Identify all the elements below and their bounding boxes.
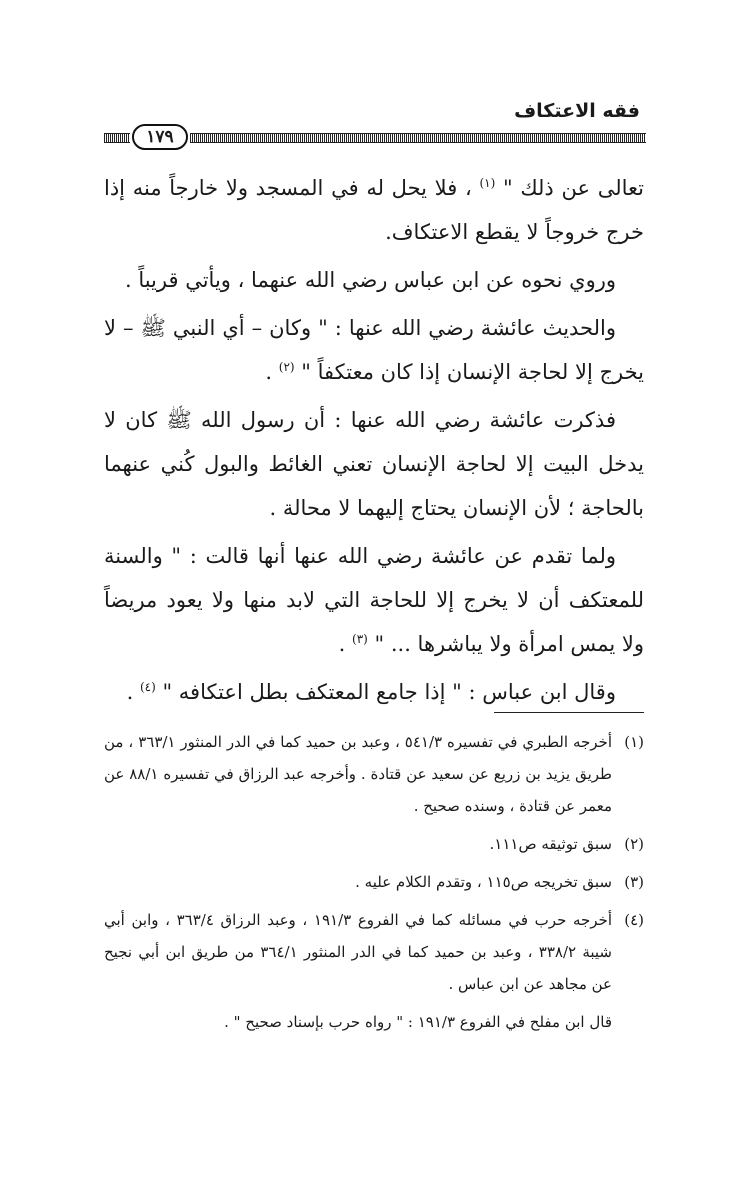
paragraph-6-text: وقال ابن عباس : " إذا جامع المعتكف بطل اعتكافه " [162, 680, 616, 704]
footnote-2 [104, 828, 644, 860]
page-number-text: ١٧٩ [146, 127, 174, 147]
footnote-1-number: (١) [624, 733, 644, 751]
footnote-3-number: (٣) [624, 873, 644, 891]
paragraph-3 [104, 306, 644, 394]
footnote-3-text: سبق تخريجه ص١١٥ ، وتقدم الكلام عليه . [355, 873, 612, 891]
footnote-ref-3: (٣) [352, 632, 368, 646]
footnote-4-text: أخرجه حرب في مسائله كما في الفروع ١٩١/٣ ، وعبد الرزاق ٣٦٣/٤ ، وابن أبي شيبة ٣٣٨/٢ ، وعبد بن حميد كما في الدر المنثور ٣٦٤/١ من طريق ابن أبي نجيح عن مجاهد عن ابن عباس . [104, 911, 612, 993]
footnote-4 [104, 904, 644, 1000]
footnote-separator [494, 712, 644, 713]
paragraph-3-end: . [265, 360, 273, 384]
paragraph-1-text: تعالى عن ذلك " [502, 176, 644, 200]
footnote-1-text: أخرجه الطبري في تفسيره ٥٤١/٣ ، وعبد بن حميد كما في الدر المنثور ٣٦٣/١ ، من طريق يزيد بن زريع عن سعيد عن قتادة . وأخرجه عبد الرزاق في تفسيره ٨٨/١ عن معمر عن قتادة ، وسنده صحيح . [104, 733, 613, 815]
paragraph-1-continued: ، فلا يحل له في المسجد ولا خارجاً منه إذا خرج خروجاً لا يقطع الاعتكاف. [104, 176, 644, 244]
footnote-ref-1: (١) [479, 176, 496, 190]
footnote-2-text: سبق توثيقه ص١١١. [489, 835, 612, 853]
footnote-4-note-text: قال ابن مفلح في الفروع ١٩١/٣ : " رواه حرب بإسناد صحيح " . [224, 1013, 612, 1031]
footnote-4-note-number [612, 1006, 644, 1038]
paragraph-2: وروي نحوه عن ابن عباس رضي الله عنهما ، ويأتي قريباً . [124, 268, 616, 292]
paragraph-3-text: والحديث عائشة رضي الله عنها : " وكان – أي النبي ﷺ – لا يخرج إلا لحاجة الإنسان إذا كان معتكفاً " [104, 316, 644, 384]
paragraph-4: فذكرت عائشة رضي الله عنها : أن رسول الله ﷺ كان لا يدخل البيت إلا لحاجة الإنسان تعني الغائط والبول كُني عنهما بالحاجة ؛ لأن الإنسان يحتاج إليهما لا محالة . [104, 408, 644, 520]
footnote-ref-2: (٢) [278, 360, 295, 374]
footnote-4-number: (٤) [624, 911, 644, 929]
header-rule-right [190, 133, 646, 143]
main-text [104, 166, 644, 718]
header-rule-left [104, 133, 130, 143]
footnote-2-number: (٢) [624, 835, 644, 853]
paragraph-5 [104, 534, 644, 666]
footnote-1 [104, 726, 644, 822]
paragraph-5-end: . [338, 632, 346, 656]
footnote-4-note [104, 1006, 644, 1038]
paragraph-5-text: ولما تقدم عن عائشة رضي الله عنها أنها قالت : " والسنة للمعتكف أن لا يخرج إلا للحاجة التي لابد منها ولا يعود مريضاً ولا يمس امرأة ولا يباشرها ... " [104, 544, 644, 656]
footnotes [104, 726, 644, 1044]
footnote-ref-4: (٤) [139, 680, 156, 694]
paragraph-6-end: . [126, 680, 134, 704]
page-number [132, 124, 188, 150]
running-header-title: فقه الاعتكاف [514, 100, 640, 122]
paragraph-1 [104, 166, 644, 254]
header-rule [104, 124, 646, 152]
footnote-3 [104, 866, 644, 898]
paragraph-6 [104, 670, 644, 714]
